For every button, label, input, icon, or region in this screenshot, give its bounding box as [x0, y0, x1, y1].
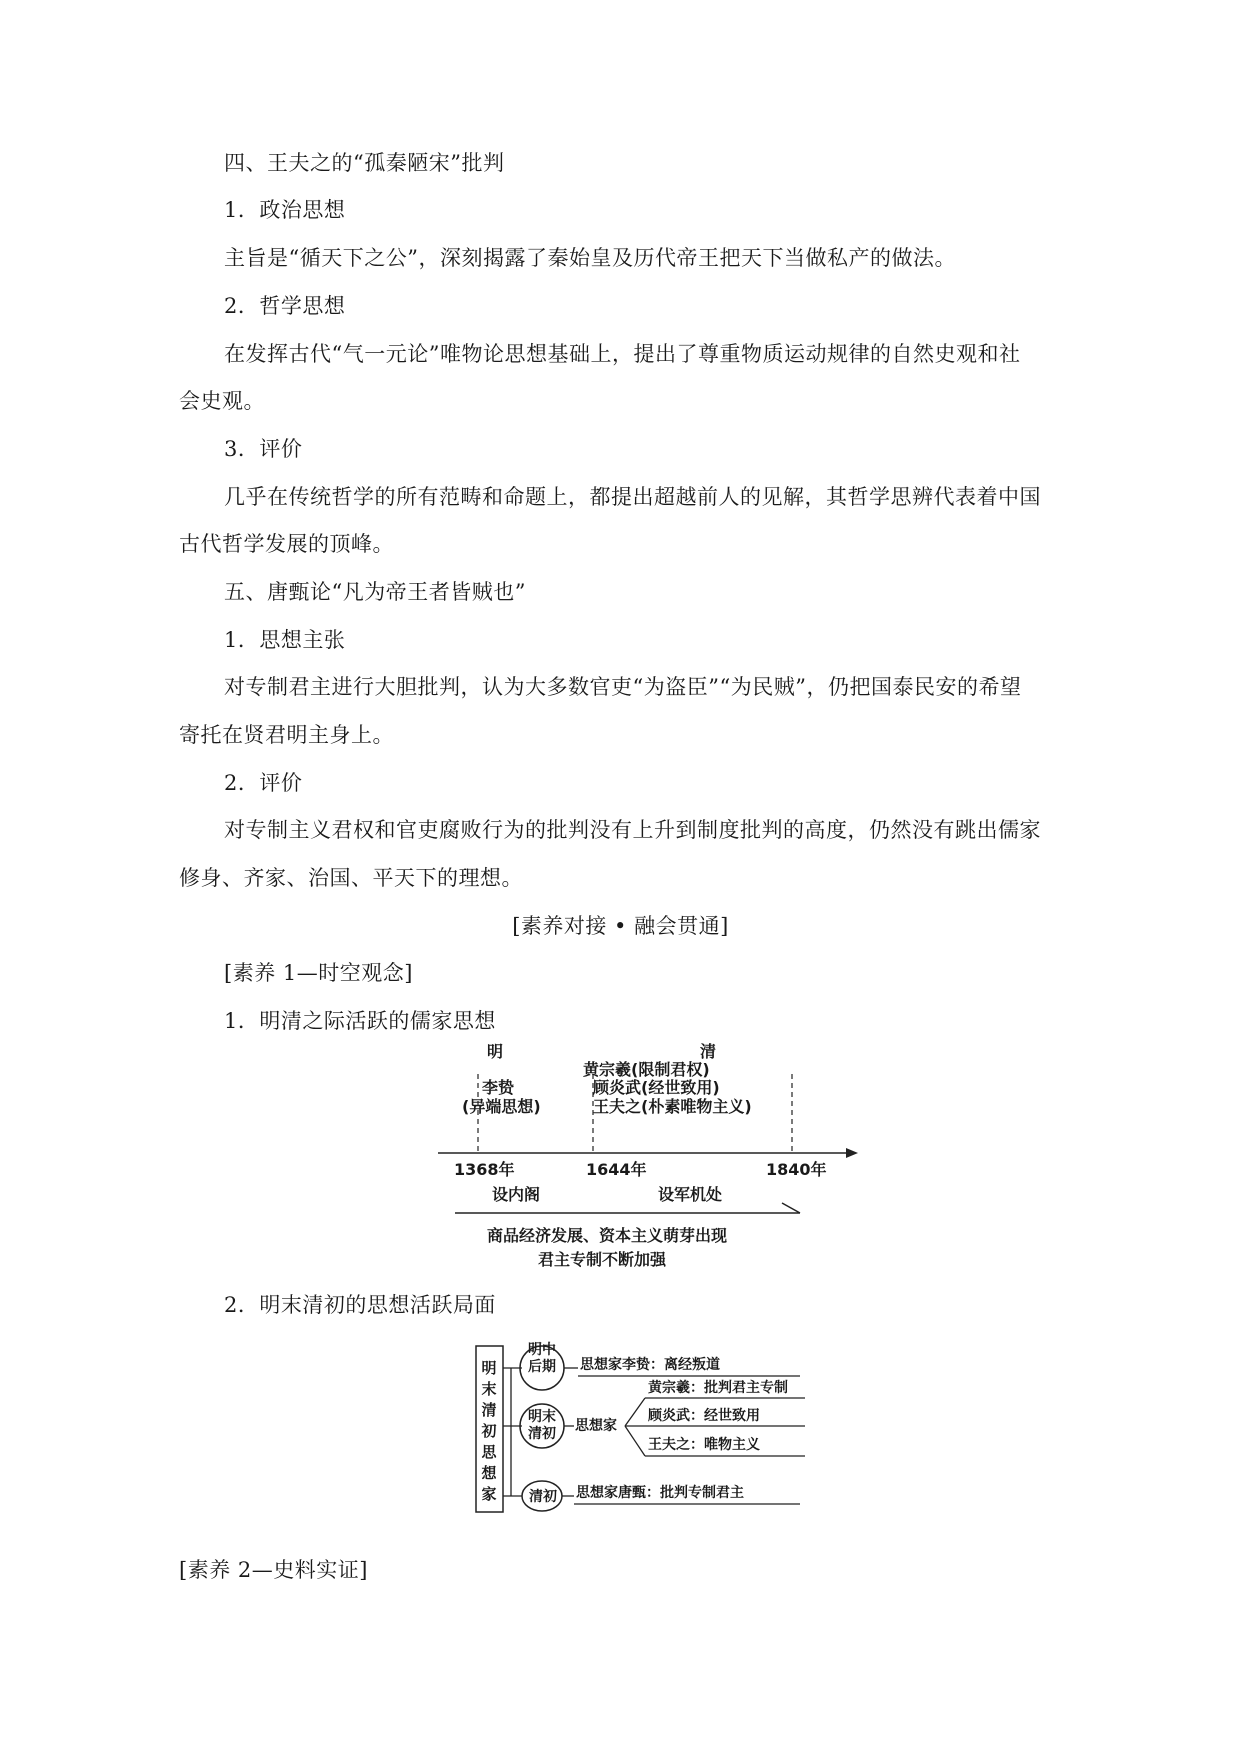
section-4-title: 四、王夫之的“孤秦陋宋”批判 — [224, 151, 505, 175]
section-5-1-text-a: 对专制君主进行大胆批判，认为大多数官吏“为盗臣”“为民贼”，仍把国泰民安的希望 — [224, 675, 1022, 699]
thinkers-tree-diagram — [470, 1318, 820, 1538]
section-5-2-text-b: 修身、齐家、治国、平天下的理想。 — [179, 866, 523, 890]
tang-zhen-branch: 思想家唐甄：批判专制君主 — [576, 1485, 744, 1501]
mid-ming-node: 明中后期 — [528, 1342, 556, 1375]
ming-label: 明 — [487, 1042, 504, 1061]
section-4-1-text: 主旨是“循天下之公”，深刻揭露了秦始皇及历代帝王把天下当做私产的做法。 — [224, 246, 956, 270]
section-5-title: 五、唐甄论“凡为帝王者皆贼也” — [224, 580, 526, 604]
section-4-3-text-b: 古代哲学发展的顶峰。 — [179, 532, 394, 556]
ming-qing-timeline-diagram — [430, 1040, 870, 1270]
li-zhi-branch: 思想家李贽：离经叛道 — [580, 1357, 720, 1373]
autocracy-label: 君主专制不断加强 — [538, 1250, 667, 1269]
cabinet-label: 设内阁 — [492, 1185, 541, 1204]
wang-fuzhi-branch: 王夫之：唯物主义 — [648, 1437, 760, 1453]
grand-council-label: 设军机处 — [658, 1185, 723, 1204]
year-1368-label: 1368年 — [454, 1160, 515, 1179]
section-4-2-title: 2．哲学思想 — [224, 294, 346, 318]
literacy-header: [素养对接 • 融会贯通] — [512, 914, 729, 938]
section-4-2-text-b: 会史观。 — [179, 389, 265, 413]
tree-root-label: 明末清初思想家 — [481, 1359, 497, 1503]
literacy-1-title: [素养 1—时空观念] — [224, 961, 413, 985]
commodity-economy-label: 商品经济发展、资本主义萌芽出现 — [487, 1226, 728, 1245]
section-5-2-text-a: 对专制主义君权和官吏腐败行为的批判没有上升到制度批判的高度，仍然没有跳出儒家 — [224, 818, 1041, 842]
section-5-2-title: 2．评价 — [224, 771, 303, 795]
thinkers-label: 思想家 — [575, 1418, 617, 1434]
qing-label: 清 — [700, 1042, 717, 1061]
gu-yanwu-label: 顾炎武(经世致用) — [593, 1078, 720, 1097]
early-qing-node: 清初 — [529, 1489, 557, 1505]
li-zhi-label: 李贽 — [482, 1078, 515, 1097]
section-4-3-title: 3．评价 — [224, 437, 303, 461]
huang-zongxi-branch: 黄宗羲：批判君主专制 — [648, 1380, 788, 1396]
year-1840-label: 1840年 — [766, 1160, 827, 1179]
gu-yanwu-branch: 顾炎武：经世致用 — [648, 1408, 760, 1424]
literacy-1-item-2: 2．明末清初的思想活跃局面 — [224, 1293, 496, 1317]
literacy-1-item-1: 1．明清之际活跃的儒家思想 — [224, 1009, 496, 1033]
late-ming-node: 明末清初 — [528, 1409, 556, 1442]
section-5-1-title: 1．思想主张 — [224, 628, 346, 652]
section-5-1-text-b: 寄托在贤君明主身上。 — [179, 723, 394, 747]
literacy-2-title: [素养 2—史料实证] — [179, 1558, 368, 1582]
year-1644-label: 1644年 — [586, 1160, 647, 1179]
tree-lines — [470, 1318, 820, 1538]
huang-zongxi-label: 黄宗羲(限制君权) — [583, 1060, 710, 1079]
section-4-3-text-a: 几乎在传统哲学的所有范畴和命题上，都提出超越前人的见解，其哲学思辨代表着中国 — [224, 485, 1041, 509]
section-4-1-title: 1．政治思想 — [224, 198, 346, 222]
heterodox-thought-label: (异端思想) — [462, 1097, 541, 1116]
section-4-2-text-a: 在发挥古代“气一元论”唯物论思想基础上，提出了尊重物质运动规律的自然史观和社 — [224, 342, 1021, 366]
wang-fuzhi-label: 王夫之(朴素唯物主义) — [593, 1097, 752, 1116]
